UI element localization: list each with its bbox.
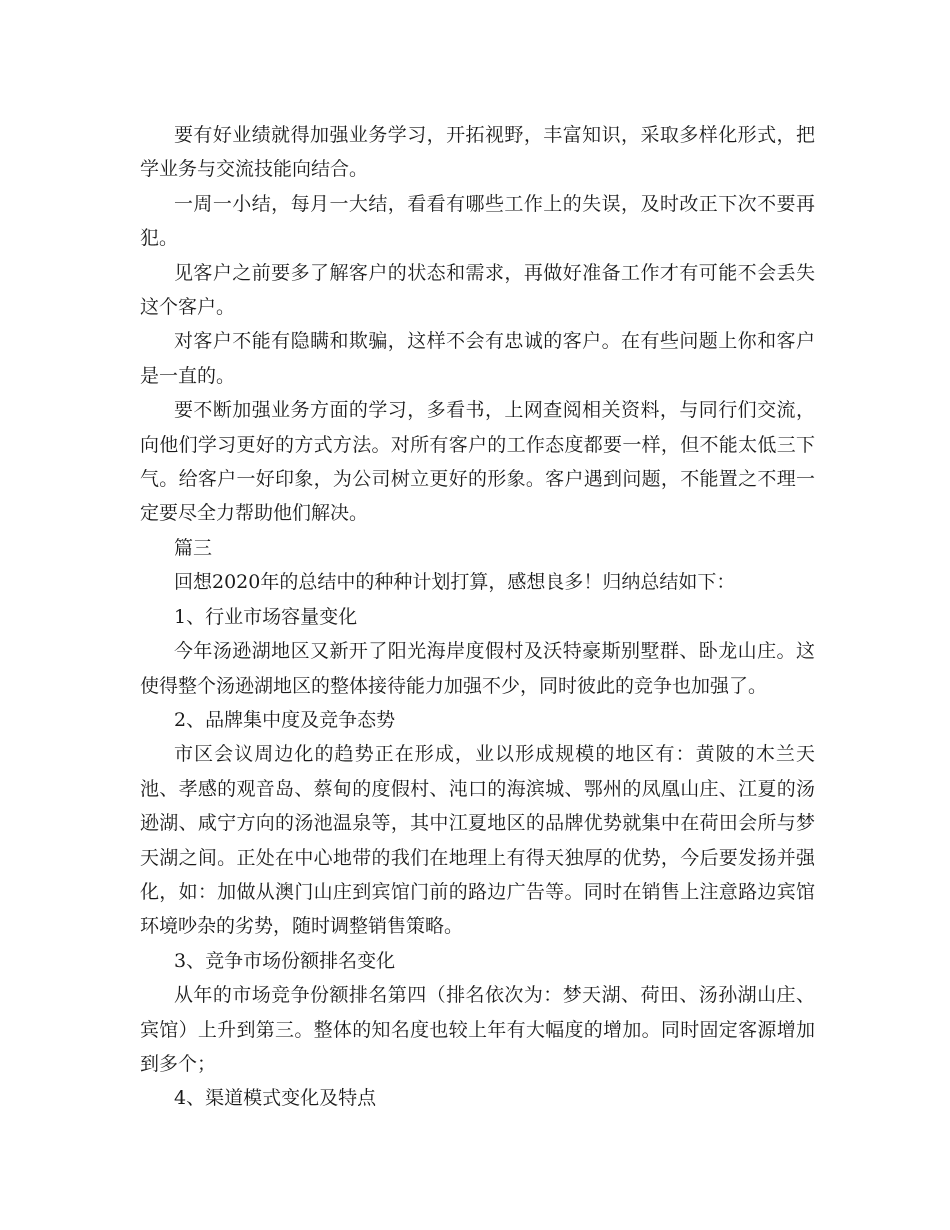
paragraph: 要不断加强业务方面的学习，多看书，上网查阅相关资料，与同行们交流，向他们学习更好的方式方法。对所有客户的工作态度都要一样，但不能太低三下气。给客户一好印象，为公司树立更好的形象。客户遇到问题，不能置之不理一定要尽全力帮助他们解决。: [140, 399, 815, 525]
section-heading: 1、行业市场容量变化: [174, 605, 358, 628]
paragraph: 要有好业绩就得加强业务学习，开拓视野，丰富知识，采取多样化形式，把学业务与交流技能向结合。: [140, 124, 815, 181]
section-heading: 4、渠道模式变化及特点: [174, 1087, 377, 1110]
paragraph: 市区会议周边化的趋势正在形成，业以形成规模的地区有：黄陂的木兰天池、孝感的观音岛、蔡甸的度假村、沌口的海滨城、鄂州的凤凰山庄、江夏的汤逊湖、咸宁方向的汤池温泉等，其中江夏地区的品牌优势就集中在荷田会所与梦天湖之间。正处在中心地带的我们在地理上有得天独厚的优势，今后要发扬并强化，如：加做从澳门山庄到宾馆门前的路边广告等。同时在销售上注意路边宾馆环境吵杂的劣势，随时调整销售策略。: [140, 743, 815, 938]
document-body: [140, 118, 815, 1116]
paragraph: 一周一小结，每月一大结，看看有哪些工作上的失误，及时改正下次不要再犯。: [140, 192, 815, 250]
section-heading: 篇三: [174, 536, 213, 559]
paragraph: 回想2020年的总结中的种种计划打算，感想良多！归纳总结如下：: [174, 571, 736, 594]
paragraph: 见客户之前要多了解客户的状态和需求，再做好准备工作才有可能不会丢失这个客户。: [140, 261, 815, 319]
section-heading: 2、品牌集中度及竞争态势: [174, 708, 396, 731]
section-heading: 3、竞争市场份额排名变化: [174, 949, 396, 972]
paragraph: 从年的市场竞争份额排名第四（排名依次为：梦天湖、荷田、汤孙湖山庄、宾馆）上升到第三。整体的知名度也较上年有大幅度的增加。同时固定客源增加到多个；: [140, 984, 815, 1075]
paragraph: 今年汤逊湖地区又新开了阳光海岸度假村及沃特豪斯别墅群、卧龙山庄。这使得整个汤逊湖地区的整体接待能力加强不少，同时彼此的竞争也加强了。: [140, 640, 815, 697]
paragraph: 对客户不能有隐瞒和欺骗，这样不会有忠诚的客户。在有些问题上你和客户是一直的。: [140, 330, 815, 387]
